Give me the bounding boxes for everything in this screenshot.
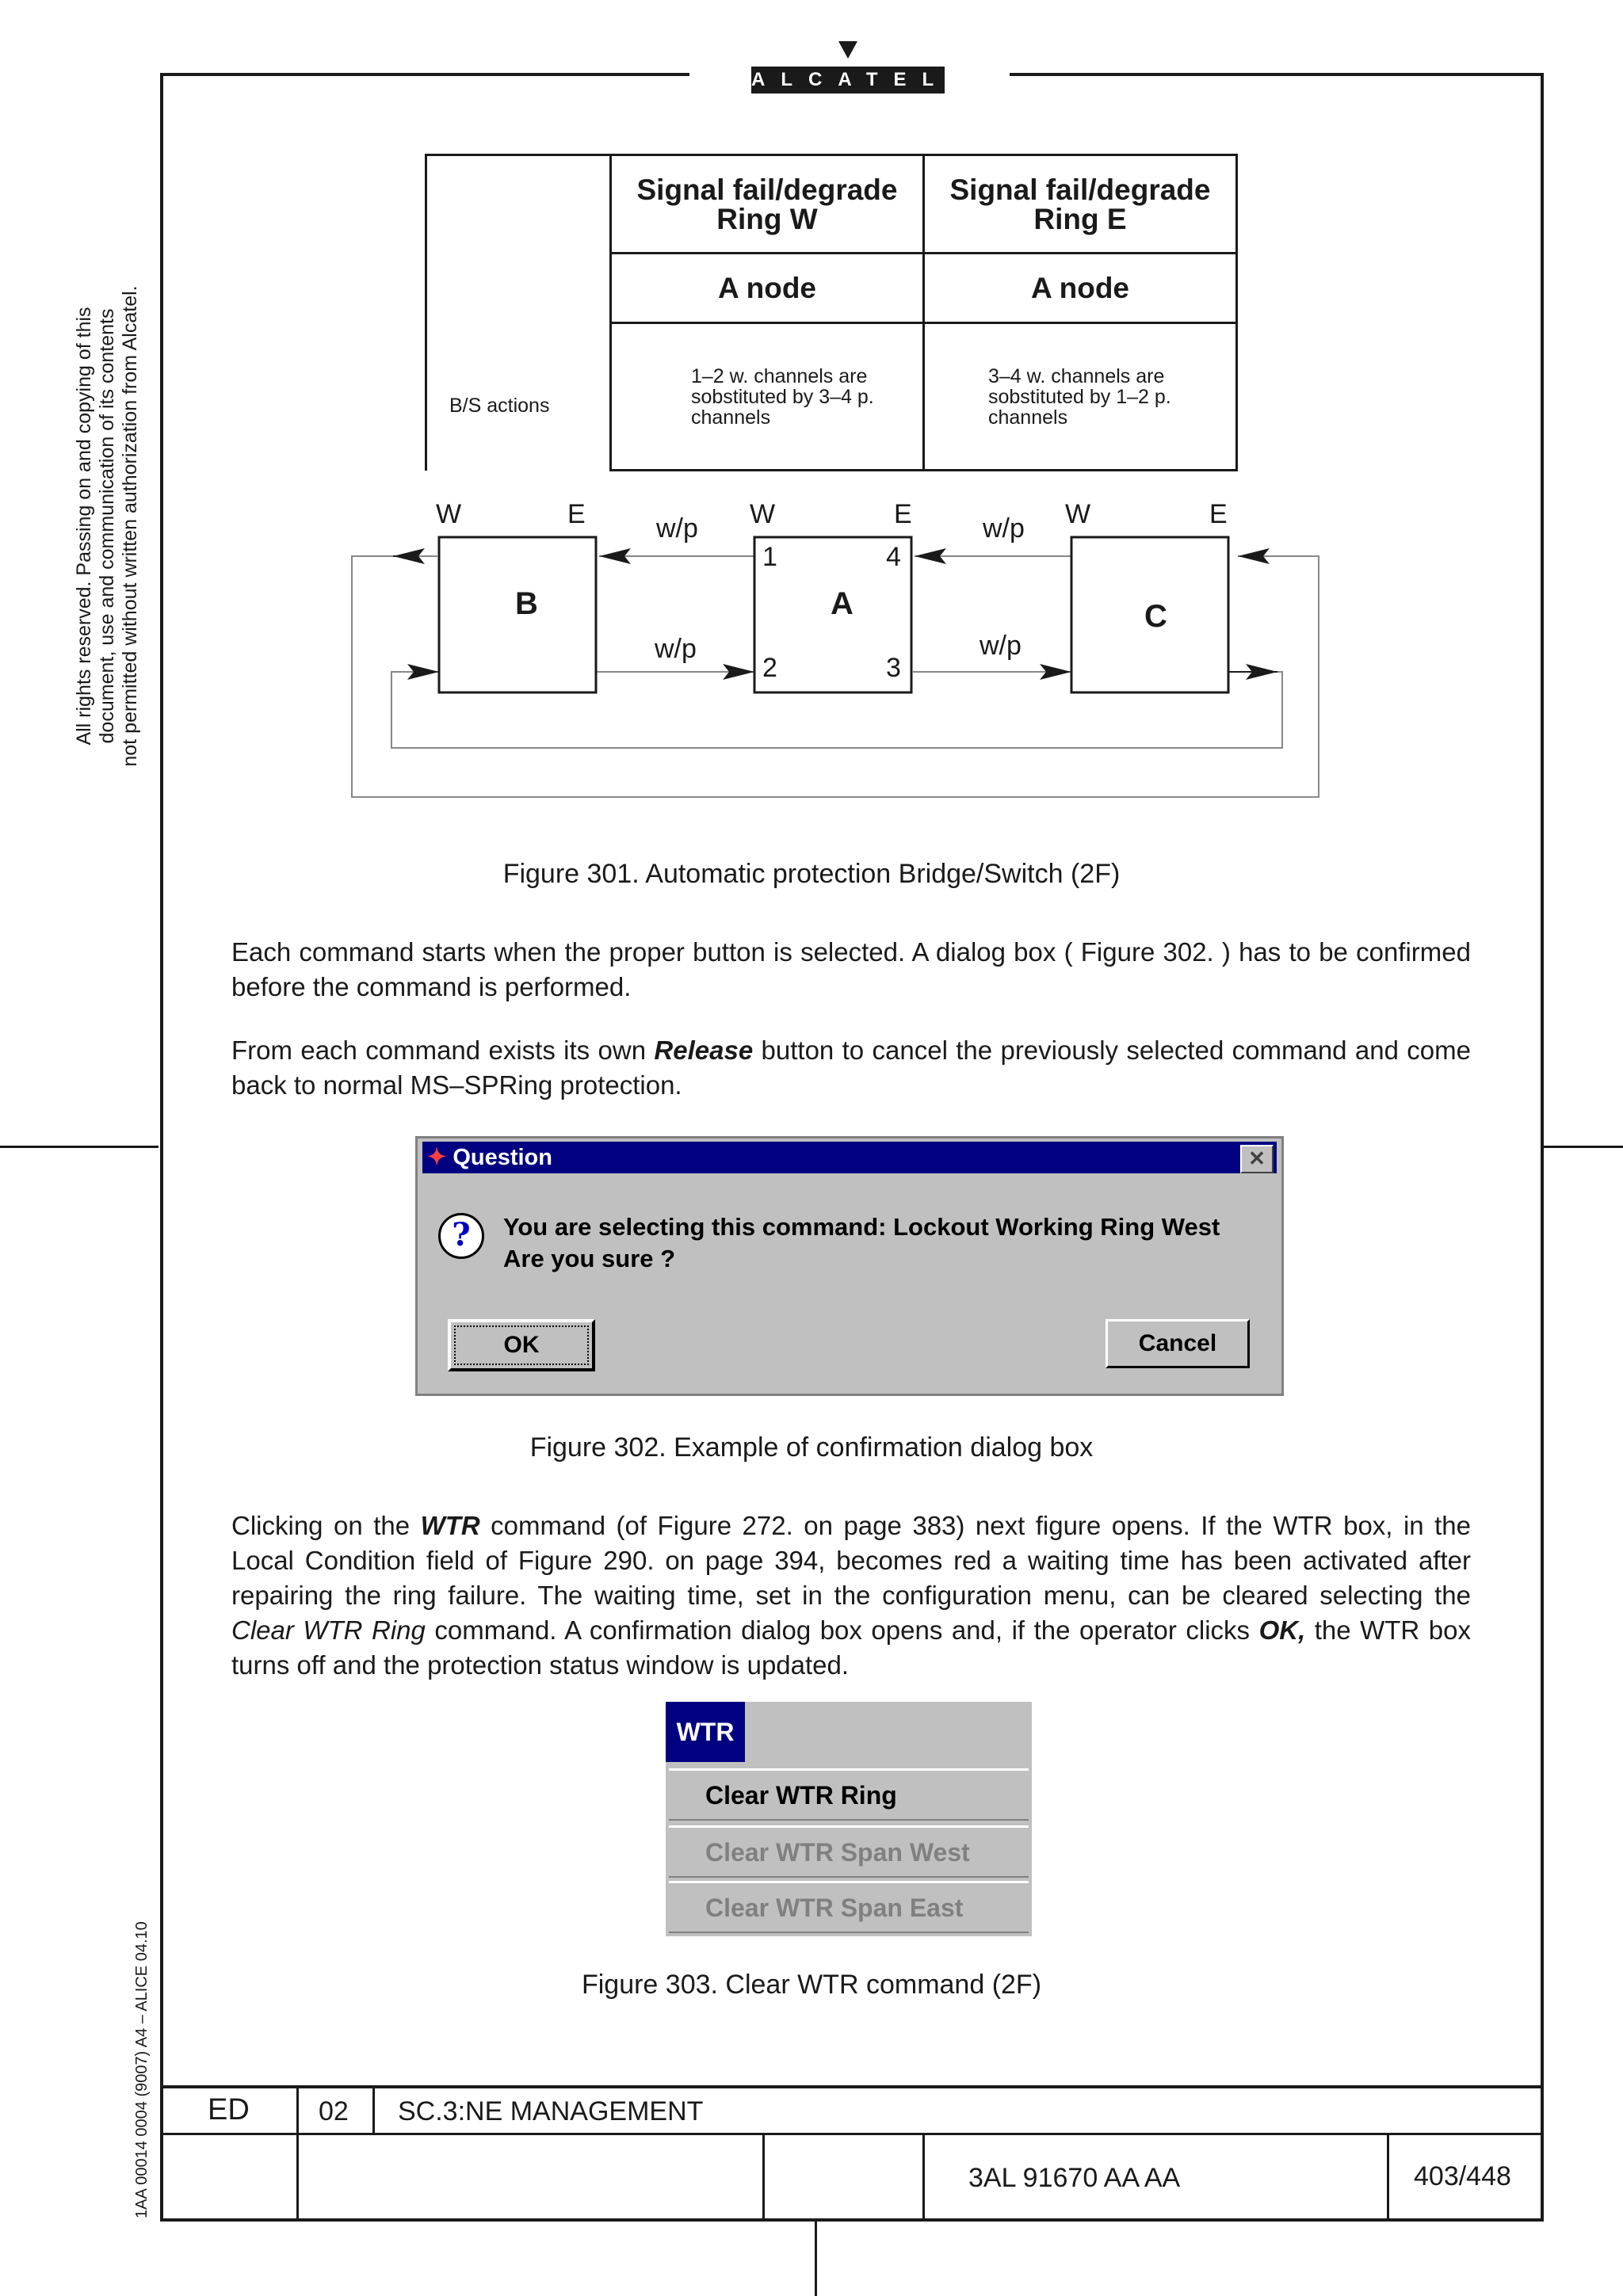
margin-tick-left	[0, 1146, 158, 1148]
node-c-label: C	[1144, 599, 1167, 634]
col2-node: A node	[1030, 272, 1129, 304]
ok-button[interactable]: OK	[448, 1319, 595, 1371]
figure-303-caption: Figure 303. Clear WTR command (2F)	[581, 1970, 1042, 2000]
port-3: 3	[886, 653, 901, 683]
node-c-w: W	[1065, 499, 1091, 529]
port-4: 4	[886, 542, 901, 572]
frame-left	[160, 73, 163, 2222]
menu-item-clear-wtr-span-west[interactable]: Clear WTR Span West	[669, 1825, 1029, 1878]
port-1: 1	[762, 542, 777, 572]
footer-page-number: 403/448	[1414, 2161, 1511, 2191]
rights-notice: All rights reserved. Passing on and copying of this document, use and communication of its contents not permitted without written authorization from Alcatel.	[73, 285, 141, 767]
paragraph-release: From each command exists its own Release button to cancel the previously selected command and come back to normal MS–SPRing protection.	[231, 1035, 1471, 1100]
footer-tail	[815, 2222, 817, 2296]
node-a-label: A	[831, 586, 854, 621]
form-code: 1AA 00014 0004 (9007) A4 – ALICE 04.10	[133, 1921, 151, 2218]
footer-div-1	[296, 2085, 299, 2222]
node-b-e: E	[567, 499, 586, 529]
footer-top-line	[160, 2085, 1544, 2088]
footer-div-2	[372, 2085, 375, 2134]
wtr-menu-header[interactable]: WTR	[666, 1702, 745, 1762]
logo-triangle	[838, 41, 857, 59]
bs-actions-label: B/S actions	[449, 395, 550, 418]
margin-tick-right	[1544, 1146, 1623, 1148]
wp-bottom-left: w/p	[655, 634, 697, 664]
col1-action-cell	[611, 323, 924, 471]
table-row-label-cell	[426, 155, 611, 471]
col2-header-cell	[924, 155, 1237, 254]
footer-doc-code: 3AL 91670 AA AA	[968, 2163, 1181, 2193]
cancel-button[interactable]: Cancel	[1106, 1319, 1250, 1368]
col2-action: 3–4 w. channels are sobstituted by 1–2 p. channels	[988, 364, 1171, 429]
node-b-w: W	[436, 499, 462, 529]
port-2: 2	[762, 653, 777, 683]
paragraph-wtr: Clicking on the WTR command (of Figure 272. on page 383) next figure opens. If the WTR box, in the Local Condition field of Figure 290. on page 394, becomes red a waiting time has been activated after repairing the ring failure. The waiting time, set in the configuration menu, can be cleared selecting the Clear WTR Ring command. A confirmation dialog box opens and, if the operator clicks OK, the WTR box turns off and the protection status window is updated.	[231, 1511, 1471, 1680]
footer-div-3	[762, 2133, 765, 2222]
app-icon: ✦	[427, 1145, 447, 1170]
frame-top-left	[160, 73, 689, 76]
ok-keyword: OK,	[1258, 1615, 1306, 1645]
question-icon: ?	[438, 1213, 484, 1259]
footer-div-4	[922, 2133, 925, 2222]
signal-fail-table	[425, 154, 1238, 471]
wp-top-left: w/p	[656, 513, 698, 543]
node-a-e: E	[894, 499, 912, 529]
wp-bottom-right: w/p	[980, 631, 1022, 661]
alcatel-logo: ALCATEL	[751, 67, 945, 93]
col1-node-cell	[611, 254, 924, 323]
col2-header: Signal fail/degrade Ring E	[949, 173, 1211, 235]
menu-item-clear-wtr-span-east[interactable]: Clear WTR Span East	[669, 1881, 1029, 1933]
figure-301-caption: Figure 301. Automatic protection Bridge/Switch (2F)	[502, 859, 1121, 889]
footer-ed-label: ED	[208, 2093, 250, 2126]
node-c-e: E	[1209, 499, 1228, 529]
col2-node-cell	[924, 254, 1237, 323]
figure-302-caption: Figure 302. Example of confirmation dialog box	[529, 1432, 1094, 1463]
menu-item-clear-wtr-ring[interactable]: Clear WTR Ring	[669, 1768, 1029, 1821]
footer-ed-number: 02	[319, 2096, 349, 2126]
dialog-title-bar	[422, 1142, 1277, 1173]
footer-section: SC.3:NE MANAGEMENT	[398, 2096, 704, 2126]
clear-wtr-ring-ref: Clear WTR Ring	[231, 1615, 426, 1645]
ring-diagram	[333, 491, 1331, 808]
col1-action: 1–2 w. channels are sobstituted by 3–4 p. channels	[691, 364, 874, 429]
frame-top-right	[1010, 73, 1544, 76]
footer-div-5	[1387, 2133, 1389, 2222]
paragraph-command-start: Each command starts when the proper button is selected. A dialog box ( Figure 302. ) has to be confirmed before the command is performed.	[231, 937, 1471, 1001]
node-a-w: W	[750, 499, 776, 529]
wtr-keyword: WTR	[420, 1511, 480, 1540]
footer-middle-line	[160, 2133, 1544, 2135]
node-b-label: B	[515, 586, 538, 621]
col1-header-cell	[611, 155, 924, 254]
dialog-message: You are selecting this command: Lockout Working Ring West Are you sure ?	[503, 1213, 1220, 1272]
close-button[interactable]: ✕	[1240, 1145, 1274, 1173]
wtr-menu	[666, 1702, 1032, 1936]
release-keyword: Release	[654, 1035, 754, 1065]
dialog-title: Question	[453, 1145, 552, 1170]
wp-top-right: w/p	[983, 513, 1025, 543]
footer-bottom-line	[160, 2218, 1544, 2222]
col1-header: Signal fail/degrade Ring W	[636, 173, 898, 235]
col2-action-cell	[924, 323, 1237, 471]
question-dialog	[415, 1136, 1284, 1396]
col1-node: A node	[717, 272, 816, 304]
